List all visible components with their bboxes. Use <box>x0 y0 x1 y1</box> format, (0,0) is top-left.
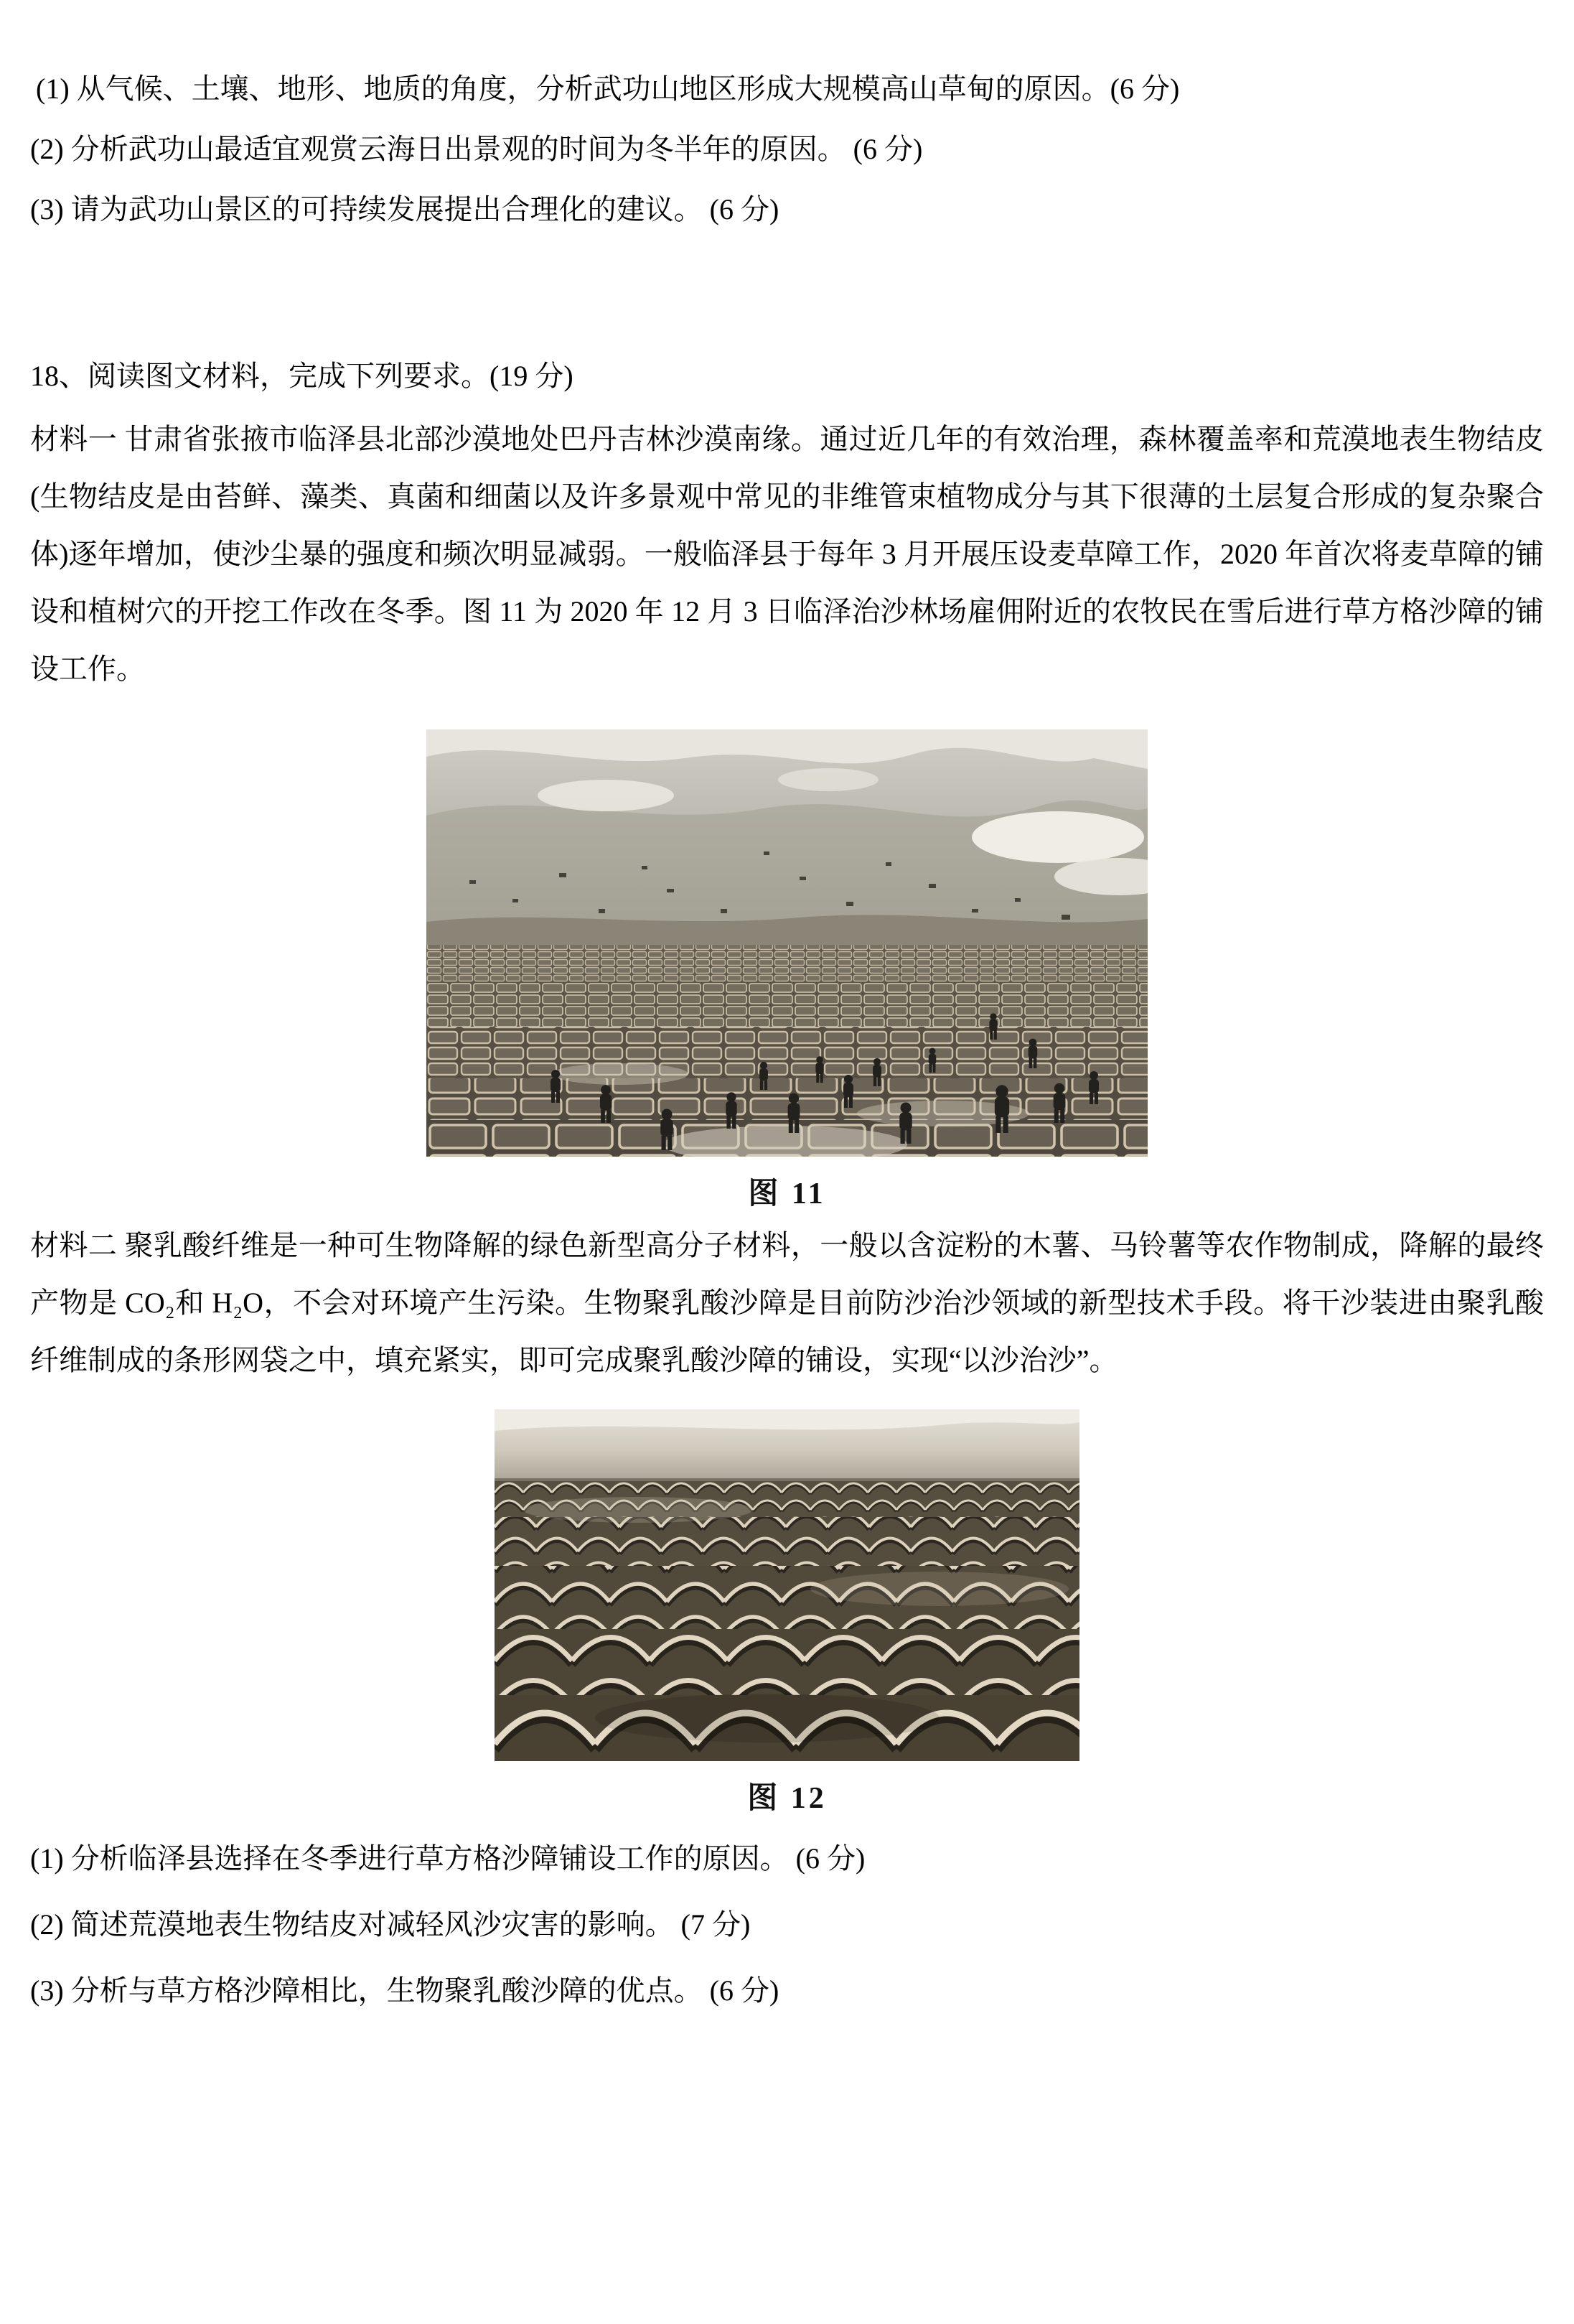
question-18-header: 18、阅读图文材料，完成下列要求。(19 分) <box>30 360 573 392</box>
sand-barrier-grid-photo <box>495 1409 1079 1761</box>
desert-checkerboard-photo <box>426 729 1148 1157</box>
q17-part-1: (1) 从气候、土壤、地形、地质的角度，分析武功山地区形成大规模高山草甸的原因。(6 分) <box>36 73 1180 105</box>
figure-11-caption: 图 11 <box>748 1177 826 1210</box>
q17-part-3: (3) 请为武功山景区的可持续发展提出合理化的建议。 (6 分) <box>30 193 779 225</box>
figure-11 <box>30 729 1544 1213</box>
material-1-text: 材料一 甘肃省张掖市临泽县北部沙漠地处巴丹吉林沙漠南缘。通过近几年的有效治理，森林覆盖率和荒漠地表生物结皮(生物结皮是由苔鲜、藻类、真菌和细菌以及许多景观中常见的非维管束植物成分与其下很薄的土层复合形成的复杂聚合体)逐年增加，使沙尘暴的强度和频次明显减弱。一般临泽县于每年 3 月开展压设麦草障工作，2020 年首次将麦草障的铺设和植树穴的开挖工作改在冬季。图 11 为 2020 年 12 月 3 日临泽治沙林场雇佣附近的农牧民在雪后进行草方格沙障的铺设工作。 <box>30 423 1544 685</box>
question-17-subparts <box>30 59 1544 240</box>
q18-part-2: (2) 简述荒漠地表生物结皮对减轻风沙灾害的影响。 (7 分) <box>30 1908 751 1941</box>
figure-12 <box>30 1409 1544 1817</box>
material-2-text: 材料二 聚乳酸纤维是一种可生物降解的绿色新型高分子材料，一般以含淀粉的木薯、马铃薯等农作物制成，降解的最终产物是 CO₂和 H₂O，不会对环境产生污染。生物聚乳酸沙障是目前防沙治沙领域的新型技术手段。将干沙装进由聚乳酸纤维制成的条形网袋之中，填充紧实，即可完成聚乳酸沙障的铺设，实现“以沙治沙”。 <box>30 1229 1544 1376</box>
figure-12-caption: 图 12 <box>747 1782 827 1815</box>
figure-11-photo <box>426 729 1148 1157</box>
figure-12-photo <box>495 1409 1079 1761</box>
q17-part-2: (2) 分析武功山最适宜观赏云海日出景观的时间为冬半年的原因。 (6 分) <box>30 133 923 165</box>
q18-part-3: (3) 分析与草方格沙障相比，生物聚乳酸沙障的优点。 (6 分) <box>30 1974 779 2007</box>
q18-part-1: (1) 分析临泽县选择在冬季进行草方格沙障铺设工作的原因。 (6 分) <box>30 1842 866 1875</box>
question-18 <box>30 346 1544 2024</box>
question-18-subparts <box>30 1826 1544 2024</box>
